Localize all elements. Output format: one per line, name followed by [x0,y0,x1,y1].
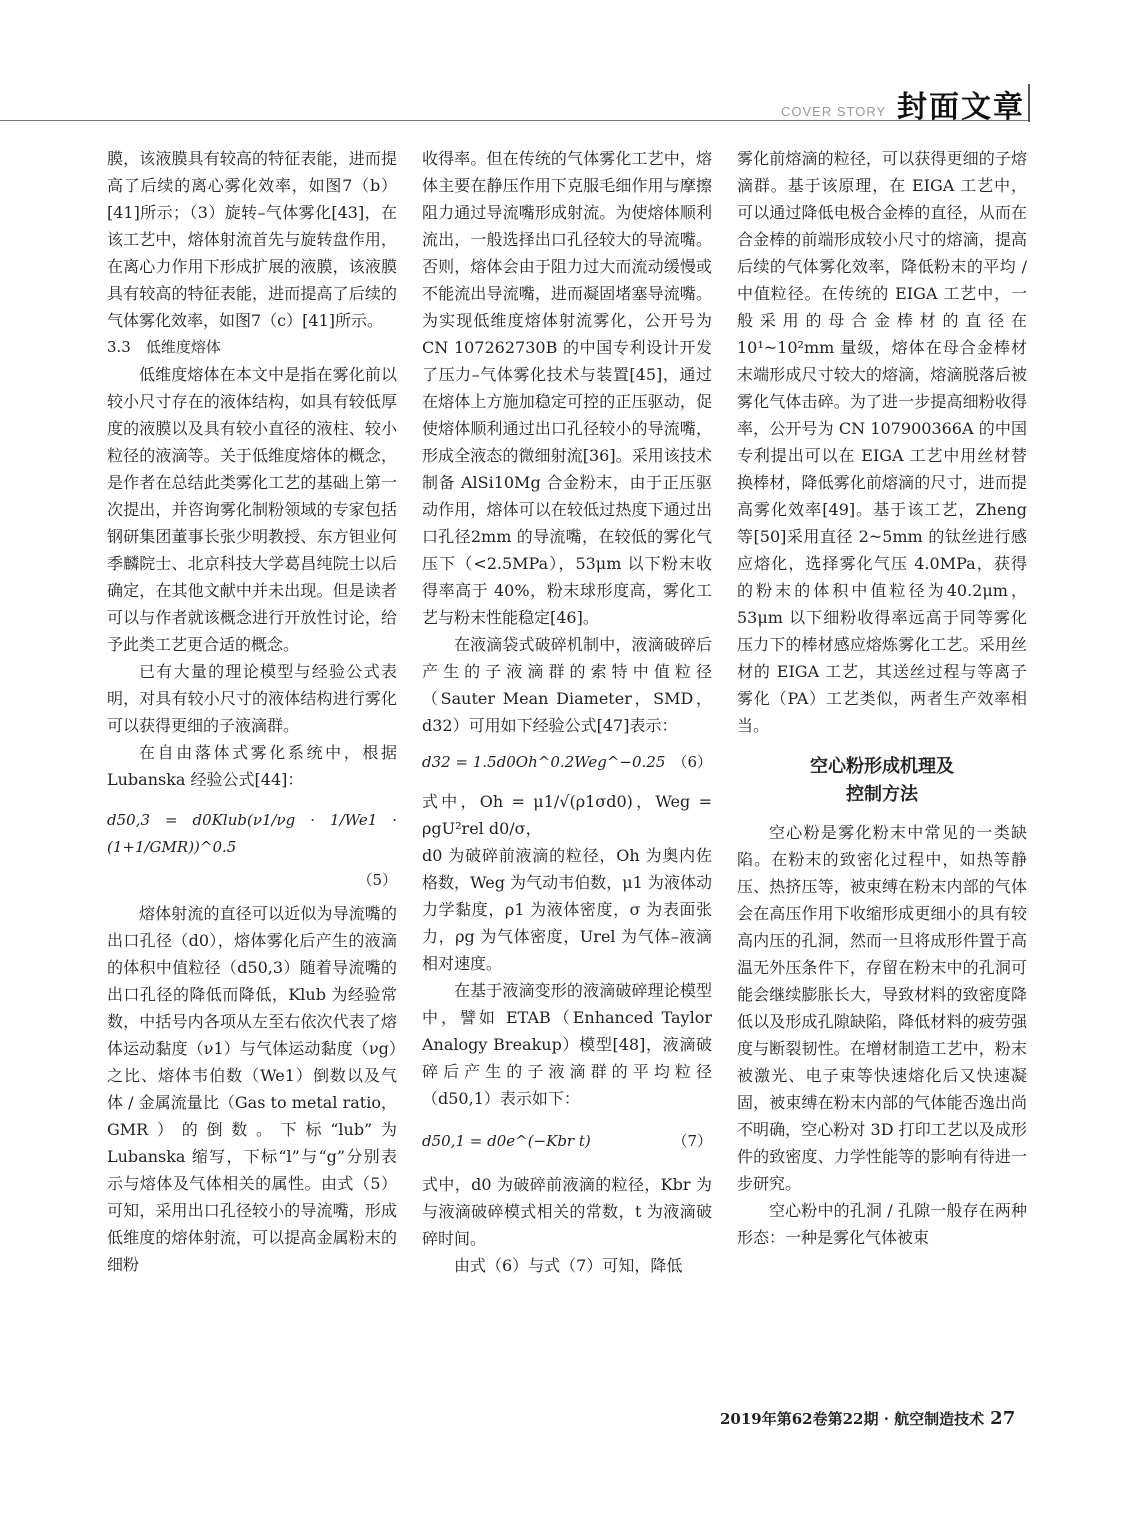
paragraph: 在基于液滴变形的液滴破碎理论模型中，譬如 ETAB（Enhanced Taylor Analogy Breakup）模型[48]，液滴破碎后产生的子液滴群的平均粒径（d50,1）表示如下： [422,981,712,1108]
section-heading: 空心粉形成机理及 控制方法 [810,756,954,805]
subsection-heading: 3.3 低维度熔体 [107,338,221,356]
equation-7: d50,1 = d0e^(−Kbr t) （7） [422,1132,712,1150]
paragraph: 式中，d0 为破碎前液滴的粒径，Kbr 为与液滴破碎模式相关的常数，t 为液滴破碎时间。 [422,1175,712,1248]
cover-story-label: COVER STORY [781,104,887,119]
paragraph: 低维度熔体在本文中是指在雾化前以较小尺寸存在的液体结构，如具有较低厚度的液膜以及具有较小直径的液柱、较小粒径的液滴等。关于低维度熔体的概念，是作者在总结此类雾化工艺的基础上第一次提出，并咨询雾化制粉领域的专家包括钢研集团董事长张少明教授、东方钽业何季麟院士、北京科技大学葛昌纯院士以后确定，在其他文献中并未出现。但是读者可以与作者就该概念进行开放性讨论，给予此类工艺更合适的概念。 [107,365,397,654]
equation-6-definitions: 式中，Oh = μ1/√(ρ1σd0)，Weg = ρgU²rel d0/σ， [422,792,712,838]
equation-5: d50,3 = d0Klub(ν1/νg · 1/We1 · (1+1/GMR))^0.5 [107,811,397,856]
paragraph: 空心粉中的孔洞 / 孔隙一般存在两种形态：一种是雾化气体被束 [737,1201,1027,1247]
paragraph: 膜，该液膜具有较高的特征表能，进而提高了后续的离心雾化效率，如图7（b）[41]所示；（3）旋转–气体雾化[43]，在该工艺中，熔体射流首先与旋转盘作用，在离心力作用下形成扩展的液膜，该液膜具有较高的特征表能，进而提高了后续的气体雾化效率，如图7（c）[41]所示。 [107,149,397,330]
paragraph: 雾化前熔滴的粒径，可以获得更细的子熔滴群。基于该原理，在 EIGA 工艺中，可以通过降低电极合金棒的直径，从而在合金棒的前端形成较小尺寸的熔滴，提高后续的气体雾化效率，降低粉末的平均 / 中值粒径。在传统的 EIGA 工艺中，一般采用的母合金棒材的直径在10¹~10²mm 量级，熔体在母合金棒材末端形成尺寸较大的熔滴，熔滴脱落后被雾化气体击碎。为了进一步提高细粉收得率，公开号为 CN 107900366A 的中国专利提出可以在 EIGA 工艺中用丝材替换棒材，降低雾化前熔滴的尺寸，进而提高雾化效率[49]。基于该工艺，Zheng 等[50]采用直径 2~5mm 的钛丝进行感应熔化，选择雾化气压 4.0MPa，获得的粉末的体积中值粒径为40.2μm，53μm 以下细粉收得率远高于同等雾化压力下的棒材感应熔炼雾化工艺。采用丝材的 EIGA 工艺，其送丝过程与等离子雾化（PA）工艺类似，两者生产效率相当。 [737,149,1027,735]
paragraph: 在液滴袋式破碎机制中，液滴破碎后产生的子液滴群的索特中值粒径（Sauter Mean Diameter，SMD，d32）可用如下经验公式[47]表示： [422,635,712,735]
section-title: 封面文章 [897,90,1025,125]
column-3 [737,145,1027,1251]
paragraph: 在自由落体式雾化系统中，根据Lubanska 经验公式[44]： [107,743,397,789]
paragraph: 空心粉是雾化粉末中常见的一类缺陷。在粉末的致密化过程中，如热等静压、热挤压等，被束缚在粉末内部的气体会在高压作用下收缩形成更细小的具有较高内压的孔洞，然而一旦将成形件置于高温无外压条件下，存留在粉末中的孔洞可能会继续膨胀长大，导致材料的致密度降低以及形成孔隙缺陷，降低材料的疲劳强度与断裂韧性。在增材制造工艺中，粉末被激光、电子束等快速熔化后又快速凝固，被束缚在粉末内部的气体能否逸出尚不明确，空心粉对 3D 打印工艺以及成形件的致密度、力学性能等的影响有待进一步研究。 [737,823,1027,1193]
paragraph: 由式（6）与式（7）可知，降低 [454,1256,683,1275]
paragraph: 已有大量的理论模型与经验公式表明，对具有较小尺寸的液体结构进行雾化可以获得更细的子液滴群。 [107,662,397,735]
column-2 [422,145,712,1279]
equation-5-number: （5） [357,871,397,889]
paragraph: 熔体射流的直径可以近似为导流嘴的出口孔径（d0），熔体雾化后产生的液滴的体积中值粒径（d50,3）随着导流嘴的出口孔径的降低而降低，Klub 为经验常数，中括号内各项从左至右依次代表了熔体运动黏度（ν1）与气体运动黏度（νg）之比、熔体韦伯数（We1）倒数以及气体 / 金属流量比（Gas to metal ratio，GMR）的倒数。下标“lub”为 Lubanska 缩写，下标“l”与“g”分别表示与熔体及气体相关的属性。由式（5）可知，采用出口孔径较小的导流嘴，形成低维度的熔体射流，可以提高金属粉末的细粉 [107,904,397,1274]
equation-6: d32 = 1.5d0Oh^0.2Weg^−0.25 （6） [422,753,712,771]
page-number: 27 [990,1408,1016,1429]
paragraph: d0 为破碎前液滴的粒径，Oh 为奥内佐格数，Weg 为气动韦伯数，μ1 为液体动力学黏度，ρ1 为液体密度，σ 为表面张力，ρg 为气体密度，Urel 为气体–液滴相对速度。 [422,846,712,973]
column-1 [107,145,397,1278]
page-footer [720,1408,1015,1429]
journal-info: 2019年第62卷第22期 · 航空制造技术 [720,1410,985,1428]
header-rule [0,120,1030,121]
header-tab-marker [1028,84,1030,122]
paragraph: 收得率。但在传统的气体雾化工艺中，熔体主要在静压作用下克服毛细作用与摩擦阻力通过导流嘴形成射流。为使熔体顺利流出，一般选择出口孔径较大的导流嘴。否则，熔体会由于阻力过大而流动缓慢或不能流出导流嘴，进而凝固堵塞导流嘴。为实现低维度熔体射流雾化，公开号为CN 107262730B 的中国专利设计开发了压力–气体雾化技术与装置[45]，通过在熔体上方施加稳定可控的正压驱动，促使熔体顺利通过出口孔径较小的导流嘴，形成全液态的微细射流[36]。采用该技术制备 AlSi10Mg 合金粉末，由于正压驱动作用，熔体可以在较低过热度下通过出口孔径2mm 的导流嘴，在较低的雾化气压下（<2.5MPa），53μm 以下粉末收得率高于 40%，粉末球形度高，雾化工艺与粉末性能稳定[46]。 [422,149,712,627]
